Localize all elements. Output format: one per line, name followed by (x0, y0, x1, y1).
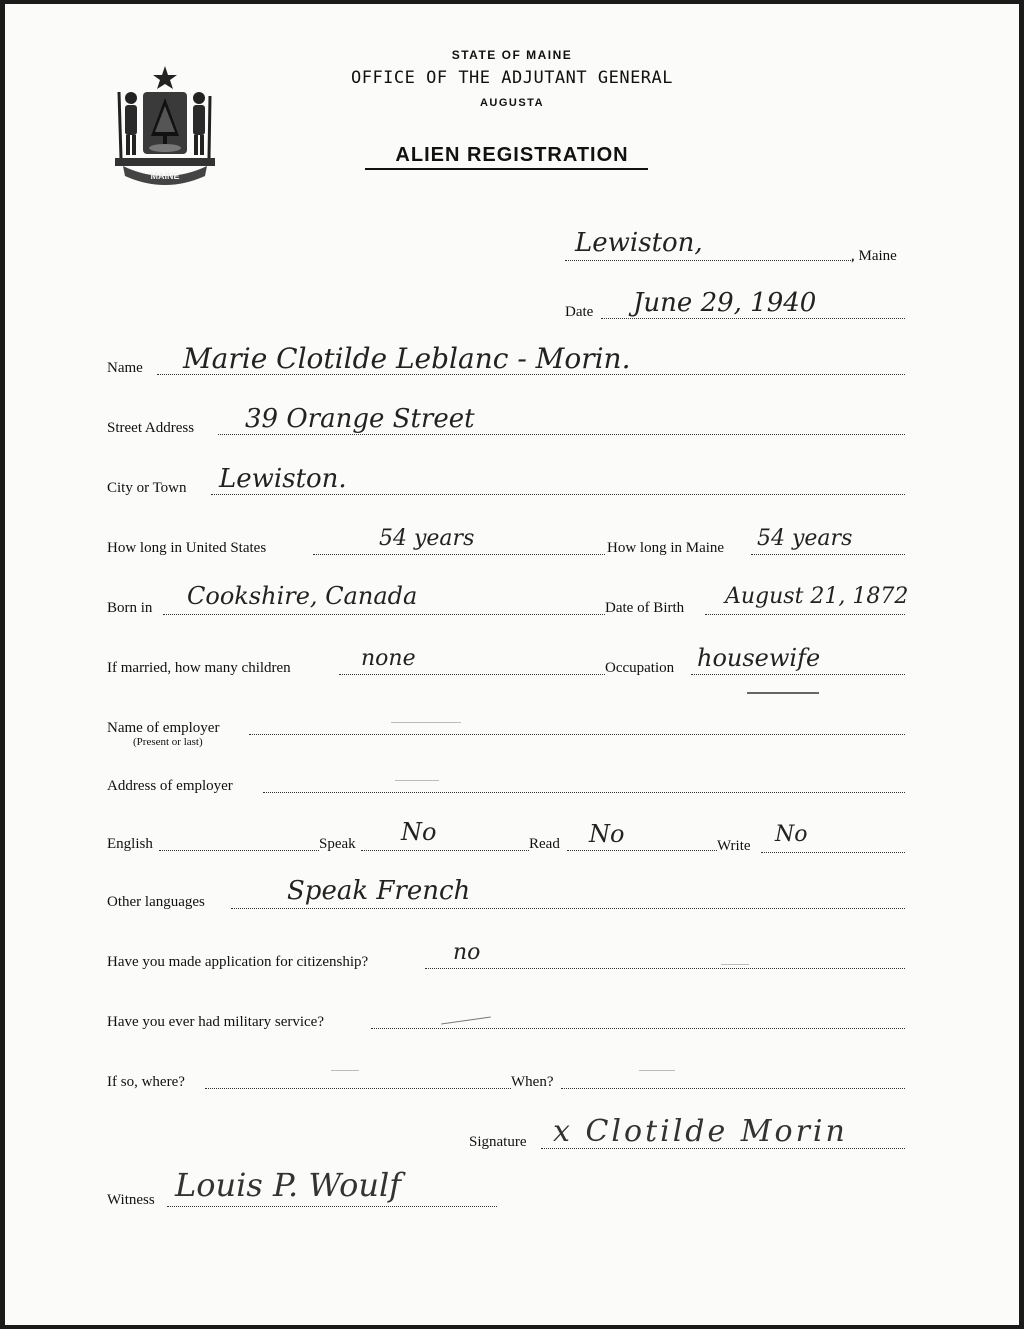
where-line (205, 1088, 511, 1089)
date-label: Date (565, 304, 594, 320)
english-label: English (107, 836, 153, 852)
occupation-line (691, 674, 905, 675)
date-of-birth-line (705, 614, 905, 615)
how-long-us-line (313, 554, 605, 555)
children-line (339, 674, 605, 675)
read-entry: No (589, 820, 625, 848)
english-line (159, 850, 319, 851)
citizenship-stray-mark (721, 964, 749, 965)
speak-line (361, 850, 529, 851)
where-label: If so, where? (107, 1074, 185, 1090)
witness-label: Witness (107, 1192, 155, 1208)
how-long-maine-line (751, 554, 905, 555)
write-label: Write (717, 838, 751, 854)
born-in-line (163, 614, 605, 615)
street-address-label: Street Address (107, 420, 195, 436)
speak-entry: No (401, 818, 437, 846)
other-languages-label: Other languages (107, 894, 205, 910)
employer-name-note: (Present or last) (133, 736, 203, 748)
street-address-entry: 39 Orange Street (245, 404, 475, 434)
how-long-us-label: How long in United States (107, 540, 267, 556)
maine-label: , Maine (851, 248, 897, 264)
other-languages-entry: Speak French (287, 876, 471, 906)
born-in-label: Born in (107, 600, 153, 616)
write-line (761, 852, 905, 853)
signature-entry: x Clotilde Morin (553, 1114, 848, 1149)
state-heading: STATE OF MAINE (451, 48, 573, 62)
place-entry: Lewiston, (575, 228, 703, 258)
employer-address-line (263, 792, 905, 793)
citizenship-label: Have you made application for citizenship? (107, 954, 369, 970)
office-heading: OFFICE OF THE ADJUTANT GENERAL (350, 68, 674, 88)
city-or-town-line (211, 494, 905, 495)
witness-entry: Louis P. Woulf (175, 1166, 402, 1204)
how-long-us-entry: 54 years (379, 526, 475, 551)
read-line (567, 850, 717, 851)
occupation-label: Occupation (605, 660, 675, 676)
children-entry: none (361, 646, 416, 671)
where-stray-mark (331, 1070, 359, 1071)
when-stray-mark (639, 1070, 675, 1071)
military-dash-mark (441, 1017, 491, 1025)
signature-label: Signature (469, 1134, 527, 1150)
city-or-town-label: City or Town (107, 480, 187, 496)
employer-address-stray-mark (395, 780, 439, 781)
street-address-line (218, 434, 905, 435)
place-line (565, 260, 853, 261)
military-label: Have you ever had military service? (107, 1014, 324, 1030)
name-label: Name (107, 360, 143, 376)
employer-name-label-text: Name of employer (107, 720, 220, 736)
born-in-entry: Cookshire, Canada (187, 582, 418, 610)
date-of-birth-label: Date of Birth (605, 600, 685, 616)
employer-name-line (249, 734, 905, 735)
occupation-underline (747, 692, 819, 694)
read-label: Read (529, 836, 560, 852)
city-or-town-entry: Lewiston. (219, 464, 347, 494)
employer-name-label (107, 720, 219, 748)
date-entry: June 29, 1940 (633, 288, 817, 318)
write-entry: No (775, 822, 808, 847)
date-of-birth-entry: August 21, 1872 (725, 584, 909, 609)
children-label: If married, how many children (107, 660, 291, 676)
employer-address-label: Address of employer (107, 778, 233, 794)
military-line (371, 1028, 905, 1029)
witness-line (167, 1206, 497, 1207)
name-entry: Marie Clotilde Leblanc - Morin. (183, 342, 631, 375)
citizenship-entry: no (453, 940, 481, 965)
form-title: ALIEN REGISTRATION (395, 144, 629, 166)
citizenship-line (425, 968, 905, 969)
when-label: When? (511, 1074, 554, 1090)
other-languages-line (231, 908, 905, 909)
employer-name-stray-mark (391, 722, 461, 723)
how-long-maine-entry: 54 years (757, 526, 853, 551)
date-line (601, 318, 905, 319)
how-long-maine-label: How long in Maine (607, 540, 725, 556)
speak-label: Speak (319, 836, 356, 852)
registration-form (5, 4, 1019, 1325)
seal-banner-text: MAINE (150, 171, 180, 181)
occupation-entry: housewife (697, 644, 821, 672)
title-underline (365, 168, 648, 170)
city-heading: AUGUSTA (479, 97, 545, 109)
when-line (561, 1088, 905, 1089)
